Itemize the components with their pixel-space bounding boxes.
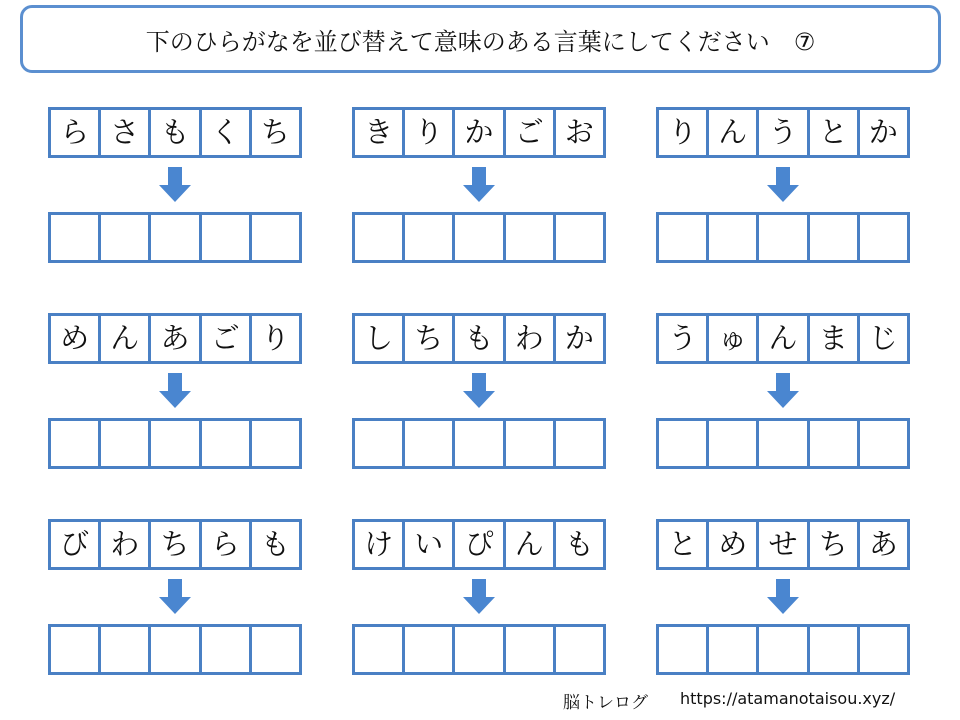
scrambled-letters-row: [656, 107, 910, 158]
answer-cell: [51, 627, 101, 672]
answer-row: [656, 624, 910, 675]
letter-cell: さ: [101, 110, 151, 155]
arrow-down-icon: [462, 373, 496, 409]
answer-cell: [556, 215, 606, 260]
answer-cell: [659, 627, 709, 672]
answer-cell: [355, 215, 405, 260]
scrambled-letters-row: [48, 107, 302, 158]
answer-cell: [252, 215, 302, 260]
answer-cell: [455, 627, 505, 672]
letter-cell: き: [355, 110, 405, 155]
answer-cell: [101, 421, 151, 466]
answer-row: [352, 624, 606, 675]
letter-cell: り: [405, 110, 455, 155]
puzzle-9: [656, 519, 910, 676]
answer-cell: [355, 627, 405, 672]
answer-cell: [202, 627, 252, 672]
answer-cell: [759, 627, 809, 672]
letter-cell: り: [659, 110, 709, 155]
answer-cell: [709, 421, 759, 466]
letter-cell: ぴ: [455, 522, 505, 567]
arrow-down-icon: [766, 373, 800, 409]
letter-cell: ん: [506, 522, 556, 567]
answer-cell: [455, 421, 505, 466]
answer-cell: [860, 215, 910, 260]
letter-cell: か: [556, 316, 606, 361]
puzzle-6: [656, 313, 910, 470]
answer-cell: [405, 627, 455, 672]
answer-row: [352, 418, 606, 469]
letter-cell: う: [759, 110, 809, 155]
letter-cell: ち: [252, 110, 302, 155]
answer-cell: [405, 421, 455, 466]
answer-cell: [810, 421, 860, 466]
arrow-down-icon: [158, 373, 192, 409]
answer-cell: [860, 421, 910, 466]
answer-cell: [709, 627, 759, 672]
arrow-down-icon: [766, 579, 800, 615]
answer-cell: [860, 627, 910, 672]
answer-cell: [101, 215, 151, 260]
scrambled-letters-row: [656, 519, 910, 570]
answer-cell: [455, 215, 505, 260]
letter-cell: ご: [202, 316, 252, 361]
puzzle-8: [352, 519, 606, 676]
letter-cell: わ: [506, 316, 556, 361]
arrow-down-icon: [462, 579, 496, 615]
answer-cell: [506, 627, 556, 672]
answer-cell: [759, 215, 809, 260]
answer-cell: [556, 627, 606, 672]
answer-cell: [709, 215, 759, 260]
letter-cell: う: [659, 316, 709, 361]
letter-cell: し: [355, 316, 405, 361]
letter-cell: ま: [810, 316, 860, 361]
answer-row: [656, 212, 910, 263]
letter-cell: あ: [151, 316, 201, 361]
answer-cell: [659, 421, 709, 466]
letter-cell: と: [659, 522, 709, 567]
letter-cell: も: [556, 522, 606, 567]
letter-cell: び: [51, 522, 101, 567]
letter-cell: け: [355, 522, 405, 567]
letter-cell: い: [405, 522, 455, 567]
answer-cell: [759, 421, 809, 466]
letter-cell: ら: [51, 110, 101, 155]
puzzle-1: [48, 107, 302, 264]
puzzle-4: [48, 313, 302, 470]
scrambled-letters-row: [48, 519, 302, 570]
letter-cell: ち: [151, 522, 201, 567]
answer-cell: [506, 215, 556, 260]
footer-site-name: 脳トレログ: [563, 693, 648, 713]
puzzle-5: [352, 313, 606, 470]
answer-cell: [252, 421, 302, 466]
puzzle-3: [656, 107, 910, 264]
answer-cell: [101, 627, 151, 672]
answer-cell: [405, 215, 455, 260]
letter-cell: も: [151, 110, 201, 155]
letter-cell: ん: [759, 316, 809, 361]
letter-cell: ん: [709, 110, 759, 155]
answer-cell: [252, 627, 302, 672]
letter-cell: ち: [810, 522, 860, 567]
arrow-down-icon: [766, 167, 800, 203]
answer-row: [656, 418, 910, 469]
letter-cell: お: [556, 110, 606, 155]
scrambled-letters-row: [352, 107, 606, 158]
scrambled-letters-row: [48, 313, 302, 364]
scrambled-letters-row: [352, 519, 606, 570]
letter-cell: ん: [101, 316, 151, 361]
answer-cell: [659, 215, 709, 260]
footer-url: https://atamanotaisou.xyz/: [680, 689, 896, 708]
letter-cell: か: [860, 110, 910, 155]
arrow-down-icon: [462, 167, 496, 203]
arrow-down-icon: [158, 579, 192, 615]
answer-cell: [810, 215, 860, 260]
letter-cell: じ: [860, 316, 910, 361]
arrow-down-icon: [158, 167, 192, 203]
answer-cell: [506, 421, 556, 466]
letter-cell: く: [202, 110, 252, 155]
puzzle-7: [48, 519, 302, 676]
answer-row: [48, 418, 302, 469]
answer-cell: [810, 627, 860, 672]
letter-cell: も: [455, 316, 505, 361]
letter-cell: か: [455, 110, 505, 155]
letter-cell: あ: [860, 522, 910, 567]
answer-row: [48, 212, 302, 263]
answer-cell: [556, 421, 606, 466]
letter-cell: ら: [202, 522, 252, 567]
letter-cell: め: [51, 316, 101, 361]
answer-cell: [51, 215, 101, 260]
letter-cell: わ: [101, 522, 151, 567]
answer-cell: [151, 215, 201, 260]
puzzle-2: [352, 107, 606, 264]
letter-cell: め: [709, 522, 759, 567]
scrambled-letters-row: [352, 313, 606, 364]
answer-row: [352, 212, 606, 263]
answer-cell: [202, 421, 252, 466]
answer-cell: [151, 627, 201, 672]
answer-row: [48, 624, 302, 675]
answer-cell: [151, 421, 201, 466]
letter-cell: と: [810, 110, 860, 155]
letter-cell: ご: [506, 110, 556, 155]
letter-cell: も: [252, 522, 302, 567]
answer-cell: [355, 421, 405, 466]
scrambled-letters-row: [656, 313, 910, 364]
letter-cell: ち: [405, 316, 455, 361]
letter-cell: り: [252, 316, 302, 361]
letter-cell: ゅ: [709, 316, 759, 361]
answer-cell: [51, 421, 101, 466]
title-box: [20, 5, 941, 73]
page-title: 下のひらがなを並び替えて意味のある言葉にしてください ⑦: [145, 27, 816, 56]
answer-cell: [202, 215, 252, 260]
letter-cell: せ: [759, 522, 809, 567]
